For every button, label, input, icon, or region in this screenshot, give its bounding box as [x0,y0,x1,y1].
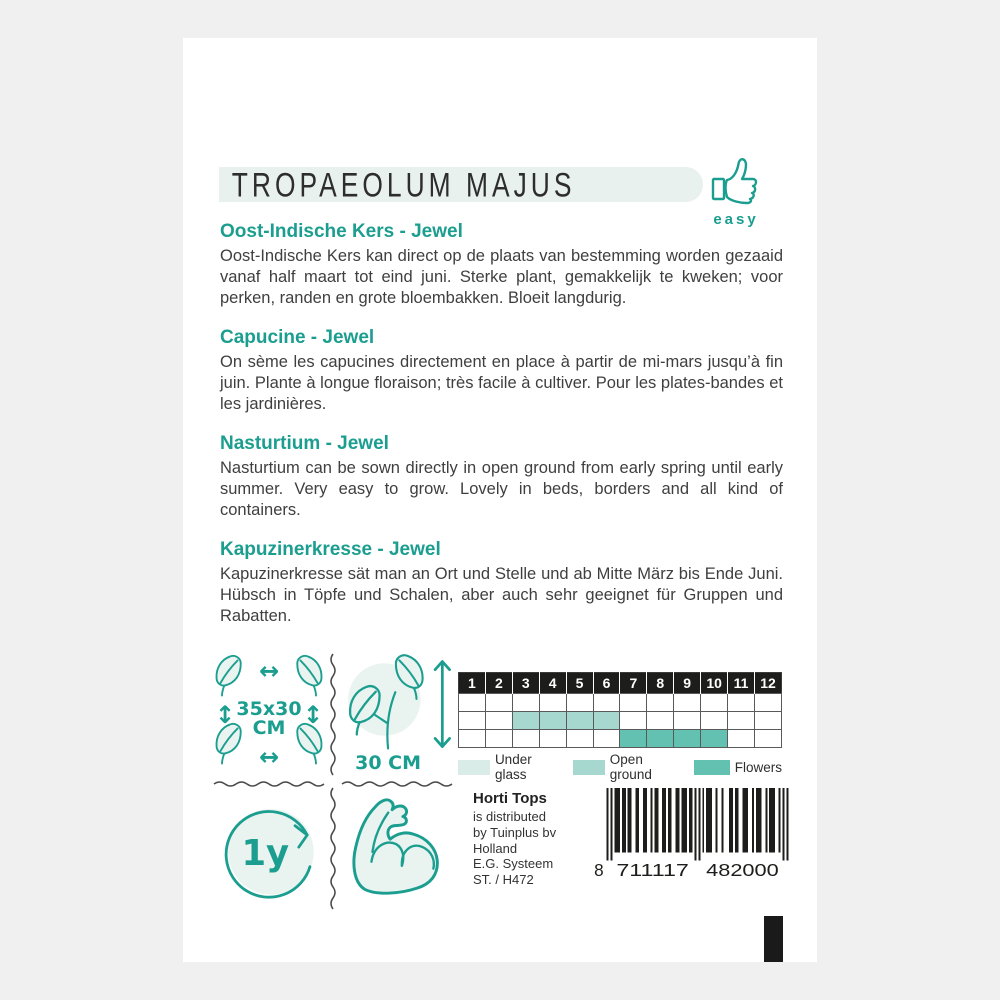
calendar-cell [620,730,647,748]
calendar-cell [485,694,512,712]
description-section-nl [220,221,783,309]
sowing-calendar [458,672,782,748]
legend-label: Flowers [734,759,782,775]
calendar-month-header: 12 [754,673,781,694]
description-section-de [220,539,783,627]
calendar-cell [728,712,755,730]
calendar-month-header: 6 [593,673,620,694]
calendar-cell [593,694,620,712]
barcode-digits: 482000 [706,860,779,879]
distributor-line: ST. / H472 [473,872,534,888]
species-title: TROPAEOLUM MAJUS [231,164,576,204]
calendar-cell [485,730,512,748]
description-text-nl: Oost-Indische Kers kan direct op de plaats van bestemming worden gezaaid vanaf half maart tot eind juni. Sterke plant, gemakkelijk te kweken; voor perken, randen en grote bloembakken. Bloeit langdurig. [220,247,783,307]
calendar-row-under-glass [459,694,782,712]
easy-label: easy [713,211,759,228]
wavy-divider-horizontal [213,779,327,789]
calendar-cell [459,694,486,712]
calendar-month-header: 4 [539,673,566,694]
legend-swatch [458,760,490,775]
calendar-cell [539,712,566,730]
legend-swatch [573,760,605,775]
pictogram-grid [213,653,455,908]
calendar-month-header: 10 [701,673,728,694]
legend-label: Open ground [609,752,652,782]
distributor-line: Holland [473,840,518,856]
height-arrow-icon [435,662,449,747]
calendar-cell [754,730,781,748]
calendar-cell [566,712,593,730]
muscle-arm-icon [343,791,453,905]
plant-spacing-icon [213,653,325,775]
distributor-line: E.G. Systeem [473,856,554,872]
distributor-line: by Tuinplus bv [473,824,557,840]
legend-item [694,760,782,775]
calendar-cell [512,712,539,730]
sowing-calendar-block [458,672,782,782]
variety-heading-fr: Capucine - Jewel [220,327,375,348]
calendar-month-header: 3 [512,673,539,694]
calendar-month-header: 11 [728,673,755,694]
calendar-month-header: 8 [647,673,674,694]
variety-heading-en: Nasturtium - Jewel [220,433,389,454]
calendar-cell [459,712,486,730]
title-band [219,164,703,204]
wavy-divider-horizontal [341,779,455,789]
description-text-de: Kapuzinerkresse sät man an Ort und Stelle und ab Mitte März bis Ende Juni. Hübsch in Töpfe und Schalen, aber auch sehr geeignet für Gruppen und Rabatten. [220,565,783,625]
barcode [593,787,791,879]
calendar-cell [701,694,728,712]
calendar-cell [539,694,566,712]
calendar-cell [674,694,701,712]
calendar-cell [485,712,512,730]
strong-plant-pictogram [343,791,453,905]
calendar-cell [701,712,728,730]
spacing-unit: CM [252,717,286,739]
calendar-cell [674,730,701,748]
seed-packet-back [183,38,817,962]
plant-height-icon [341,653,455,775]
calendar-row-open-ground [459,712,782,730]
description-section-en [220,433,783,521]
calendar-month-header: 2 [485,673,512,694]
lifecycle-value: 1y [241,832,290,874]
calendar-row-flowers [459,730,782,748]
wavy-divider-vertical [329,653,337,777]
horizontal-arrow-icon: ↔ [258,743,280,771]
description-section-fr [220,327,783,415]
calendar-cell [593,730,620,748]
descriptions [220,221,783,645]
calendar-cell [647,712,674,730]
calendar-body [459,694,782,748]
calendar-cell [593,712,620,730]
calendar-cell [647,694,674,712]
barcode-digits: 8 [594,860,604,879]
calendar-cell [566,694,593,712]
calendar-month-header: 1 [459,673,486,694]
wavy-divider-vertical [329,787,337,911]
height-value: 30 CM [355,752,422,775]
distributor-info [473,790,593,888]
variety-heading-de: Kapuzinerkresse - Jewel [220,539,441,560]
distributor-line: is distributed [473,809,546,824]
calendar-cell [539,730,566,748]
calendar-cell [728,694,755,712]
vertical-arrow-icon: ↕ [302,701,324,729]
horizontal-arrow-icon: ↔ [258,657,280,685]
calendar-cell [674,712,701,730]
variety-heading-nl: Oost-Indische Kers - Jewel [220,221,463,242]
calendar-cell [728,730,755,748]
distributor-name: Horti Tops [473,790,547,807]
easy-badge [707,151,765,228]
calendar-cell [512,694,539,712]
calendar-cell [647,730,674,748]
calendar-cell [512,730,539,748]
calendar-cell [754,712,781,730]
calendar-cell [620,694,647,712]
calendar-cell [566,730,593,748]
plant-spacing-pictogram [213,653,325,775]
calendar-cell [459,730,486,748]
calendar-month-header-row [459,673,782,694]
legend-swatch [694,760,730,775]
annual-cycle-icon [215,793,323,905]
description-text-en: Nasturtium can be sown directly in open ground from early spring until early summer. Very easy to grow. Lovely in beds, borders and all kind of containers. [220,459,783,519]
legend-item [573,752,680,782]
calendar-month-header: 9 [674,673,701,694]
spacing-value: 35x30 [236,698,302,720]
thumbs-up-icon [710,151,762,205]
calendar-month-header: 5 [566,673,593,694]
calendar-legend [458,752,782,782]
plant-height-pictogram [341,653,455,775]
print-registration-mark [764,916,783,962]
calendar-cell [754,694,781,712]
legend-label: Under glass [494,752,532,782]
legend-item [458,752,559,782]
annual-lifecycle-pictogram [215,793,323,905]
vertical-arrow-icon: ↕ [214,701,236,729]
calendar-cell [701,730,728,748]
description-text-fr: On sème les capucines directement en place à partir de mi-mars jusqu’à fin juin. Plante à longue floraison; très facile à cultiver. Pour les plates-bandes et les jardinières. [220,353,783,413]
calendar-month-header: 7 [620,673,647,694]
calendar-cell [620,712,647,730]
barcode-digits: 711117 [616,860,689,879]
